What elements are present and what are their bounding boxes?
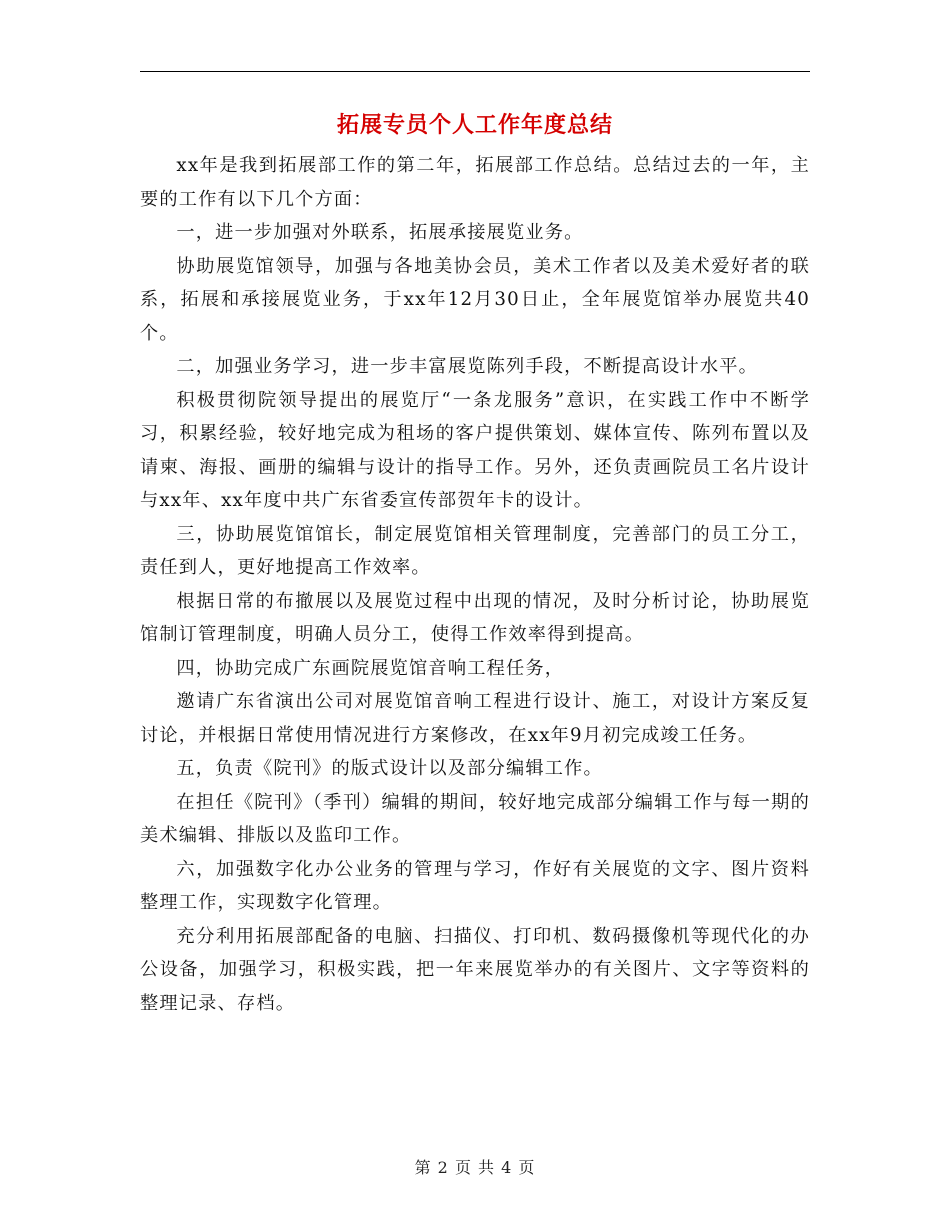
paragraph-5: 在担任《院刊》（季刊）编辑的期间，较好地完成部分编辑工作与每一期的美术编辑、排版以及监印工作。 (140, 791, 810, 846)
paragraph-heading-2: 二，加强业务学习，进一步丰富展览陈列手段，不断提高设计水平。 (176, 356, 759, 377)
paragraph-2: 积极贯彻院领导提出的展览厅“一条龙服务”意识，在实践工作中不断学习，积累经验，较好地完成为租场的客户提供策划、媒体宣传、陈列布置以及请柬、海报、画册的编辑与设计的指导工作。另外，还负责画院员工名片设计与xx年、xx年度中共广东省委宣传部贺年卡的设计。 (140, 389, 810, 511)
paragraph-1: 协助展览馆领导，加强与各地美协会员，美术工作者以及美术爱好者的联系，拓展和承接展览业务，于xx年12月30日止，全年展览馆举办展览共40个。 (140, 255, 810, 344)
page-footer (0, 1155, 950, 1178)
page-number-label: 第 2 页 共 4 页 (414, 1158, 536, 1177)
paragraph-heading-4: 四，协助完成广东画院展览馆音响工程任务， (176, 657, 565, 679)
paragraph-heading-1: 一，进一步加强对外联系，拓展承接展览业务。 (176, 222, 584, 243)
document-body (140, 149, 810, 1020)
paragraph-6: 充分利用拓展部配备的电脑、扫描仪、打印机、数码摄像机等现代化的办公设备，加强学习，积极实践，把一年来展览举办的有关图片、文字等资料的整理记录、存档。 (140, 925, 810, 1014)
paragraph-4: 邀请广东省演出公司对展览馆音响工程进行设计、施工，对设计方案反复讨论，并根据日常使用情况进行方案修改，在xx年9月初完成竣工任务。 (140, 691, 810, 746)
paragraph-heading-5: 五，负责《院刊》的版式设计以及部分编辑工作。 (176, 758, 603, 779)
document-title: 拓展专员个人工作年度总结 (336, 112, 613, 138)
header-rule (140, 71, 810, 72)
paragraph-intro: xx年是我到拓展部工作的第二年，拓展部工作总结。总结过去的一年，主要的工作有以下几个方面： (140, 155, 810, 210)
paragraph-3: 根据日常的布撤展以及展览过程中出现的情况，及时分析讨论，协助展览馆制订管理制度，明确人员分工，使得工作效率得到提高。 (140, 590, 810, 645)
paragraph-heading-3: 三，协助展览馆馆长，制定展览馆相关管理制度，完善部门的员工分工，责任到人，更好地提高工作效率。 (140, 523, 810, 578)
paragraph-heading-6: 六，加强数字化办公业务的管理与学习，作好有关展览的文字、图片资料整理工作，实现数字化管理。 (140, 858, 810, 913)
